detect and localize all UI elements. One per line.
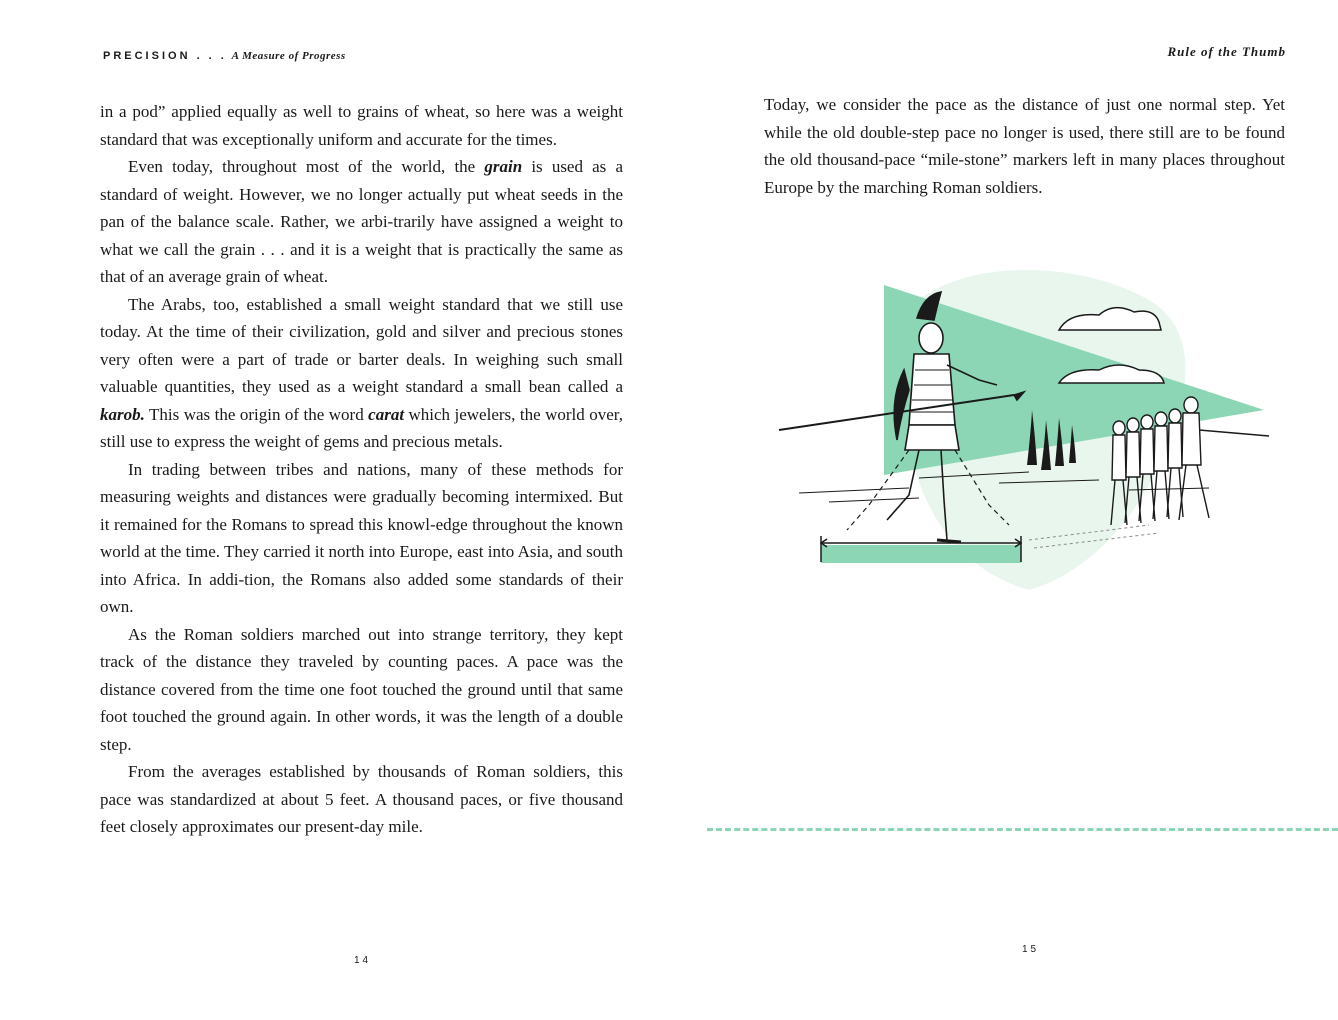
page-number-left: 14 bbox=[354, 955, 372, 966]
soldier-4 bbox=[1153, 412, 1169, 519]
page-number-right: 15 bbox=[1022, 944, 1040, 955]
text-run: which jewelers, the world over, still use to express the weight of gems and precious metals. bbox=[100, 404, 623, 451]
running-head-left bbox=[103, 50, 346, 62]
text-run: Even today, throughout most of the world, the bbox=[128, 157, 485, 176]
text-run: Today, we consider the pace as the distance of just one normal step. Yet while the old double-step pace no longer is used, there still are to be found the old thousand-pace “mile-stone” markers left in many places throughout Europe by the marching Roman soldiers. bbox=[764, 95, 1285, 197]
text-run: is used as a standard of weight. However, we no longer actually put wheat seeds in the pan of the balance scale. Rather, we arbi-trarily have assigned a weight to what we call the grain . . . and it is a weight that is practically the same as that of an average grain of wheat. bbox=[100, 157, 623, 286]
soldier-head bbox=[919, 323, 943, 353]
running-head-caps: PRECISION . . . bbox=[103, 50, 227, 62]
right-page bbox=[669, 0, 1338, 1020]
paragraph bbox=[100, 291, 623, 456]
emphasized-term: karob. bbox=[100, 404, 145, 424]
right-body-text bbox=[764, 91, 1285, 201]
text-run: As the Roman soldiers marched out into strange territory, they kept track of the distance they traveled by counting paces. A pace was the distance covered from the time one foot touched the ground until that same foot touched the ground again. In other words, it was the length of a double step. bbox=[100, 624, 623, 754]
text-run: in a pod” applied equally as well to grains of wheat, so here was a weight standard that was exceptionally uniform and accurate for the times. bbox=[100, 102, 623, 149]
roman-soldier-pacing-illustration bbox=[769, 240, 1289, 620]
text-run: From the averages established by thousands of Roman soldiers, this pace was standardized at about 5 feet. A thousand paces, or five thousand feet closely approximates our present-day mile. bbox=[100, 762, 623, 836]
pace-bar bbox=[821, 545, 1021, 563]
soldier-3 bbox=[1139, 415, 1155, 521]
paragraph bbox=[764, 91, 1285, 201]
dashed-divider bbox=[707, 828, 1338, 831]
emphasized-term: carat bbox=[368, 404, 405, 424]
paragraph bbox=[100, 98, 623, 153]
text-run: The Arabs, too, established a small weight standard that we still use today. At the time of their civilization, gold and silver and precious stones very often were a part of trade or barter deals. In weighing such small valuable quantities, they used as a weight standard a small bean called a bbox=[100, 294, 623, 396]
running-head-right: Rule of the Thumb bbox=[1167, 44, 1286, 59]
paragraph bbox=[100, 621, 623, 759]
left-body-text bbox=[100, 98, 623, 841]
paragraph bbox=[100, 758, 623, 841]
text-run: In trading between tribes and nations, many of these methods for measuring weights and distances were gradually becoming intermixed. But it remained for the Romans to spread this knowl-edge throughout the known world at the time. They carried it north into Europe, east into Asia, and south into Africa. In addi-tion, the Romans also added some standards of their own. bbox=[100, 459, 623, 616]
soldier-foot bbox=[937, 540, 961, 542]
soldier-5 bbox=[1167, 409, 1183, 517]
paragraph bbox=[100, 456, 623, 621]
emphasized-term: grain bbox=[484, 157, 523, 176]
running-head-subtitle: A Measure of Progress bbox=[231, 50, 346, 62]
text-run: This was the origin of the word bbox=[144, 404, 369, 424]
soldier-skirt bbox=[905, 425, 959, 450]
paragraph bbox=[100, 153, 623, 291]
